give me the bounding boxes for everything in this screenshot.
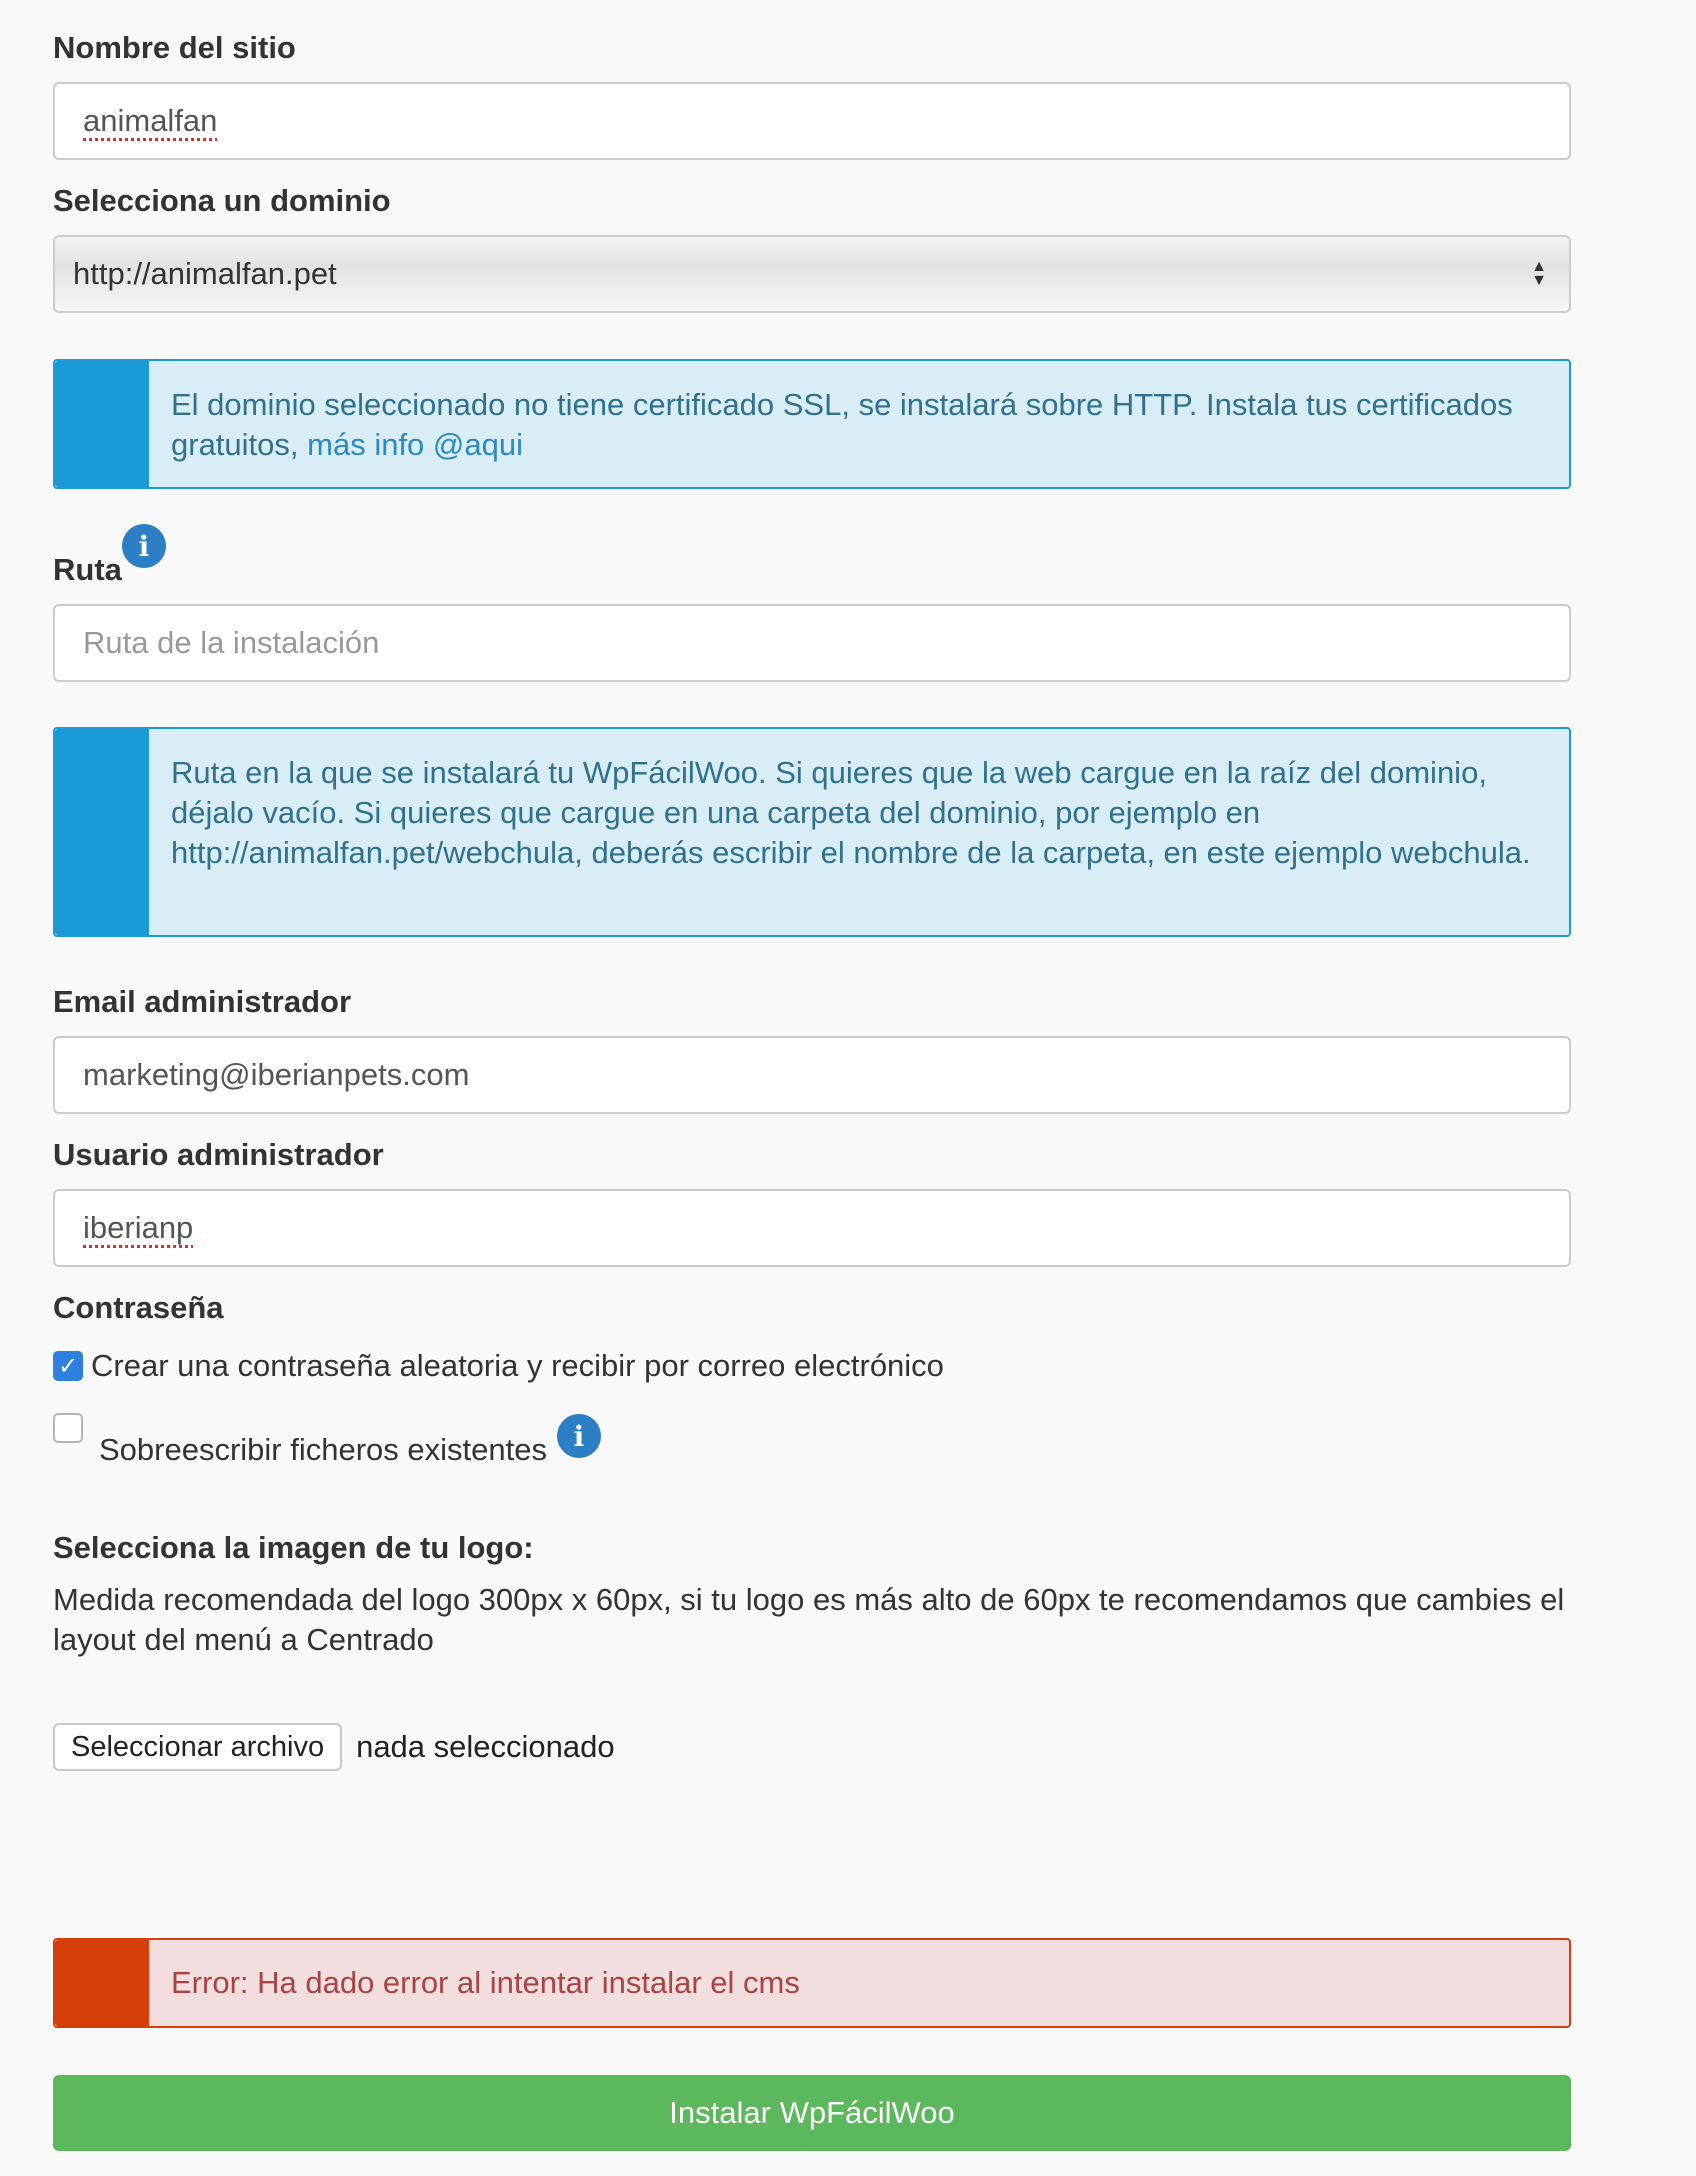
install-button[interactable]: Instalar WpFácilWoo xyxy=(53,2075,1571,2151)
error-text: Error: Ha dado error al intentar instalar el cms xyxy=(171,1965,800,2000)
password-label: Contraseña xyxy=(53,1290,224,1325)
random-password-option[interactable] xyxy=(53,1348,944,1384)
random-password-checkbox[interactable]: ✓ xyxy=(53,1351,83,1381)
site-name-label: Nombre del sitio xyxy=(53,30,296,65)
file-status: nada seleccionado xyxy=(356,1729,615,1764)
alert-accent-bar xyxy=(55,1940,149,2026)
admin-email-label: Email administrador xyxy=(53,984,352,1019)
logo-help-text: Medida recomendada del logo 300px x 60px, si tu logo es más alto de 60px te recomendamos que cambies el layout del menú a Centrado xyxy=(53,1582,1565,1657)
info-icon[interactable]: i xyxy=(557,1414,601,1458)
path-help-alert xyxy=(53,727,1571,937)
overwrite-files-checkbox[interactable] xyxy=(53,1413,83,1443)
error-alert xyxy=(53,1938,1571,2028)
site-name-input[interactable] xyxy=(53,82,1571,160)
admin-email-input[interactable] xyxy=(53,1036,1571,1114)
domain-selected-value: http://animalfan.pet xyxy=(73,256,337,291)
alert-accent-bar xyxy=(55,729,149,935)
domain-select[interactable] xyxy=(53,235,1571,313)
select-file-button[interactable]: Seleccionar archivo xyxy=(53,1723,342,1771)
select-arrows-icon: ▲ ▼ xyxy=(1531,258,1547,289)
domain-label: Selecciona un dominio xyxy=(53,183,391,218)
ssl-warning-text xyxy=(149,361,1569,487)
ssl-warning-alert xyxy=(53,359,1571,489)
more-info-link[interactable]: más info @aqui xyxy=(307,427,523,462)
admin-user-input[interactable] xyxy=(53,1189,1571,1267)
logo-label: Selecciona la imagen de tu logo: xyxy=(53,1530,534,1565)
path-label-row xyxy=(53,529,166,588)
admin-email-value: marketing@iberianpets.com xyxy=(83,1057,470,1092)
overwrite-files-option[interactable] xyxy=(53,1414,601,1467)
ssl-warning-message: El dominio seleccionado no tiene certificado SSL, se instalará sobre HTTP. Instala tus certificados gratuitos, xyxy=(171,387,1513,462)
file-picker xyxy=(53,1723,615,1771)
path-label: Ruta xyxy=(53,552,122,587)
admin-user-label: Usuario administrador xyxy=(53,1137,384,1172)
path-help-text: Ruta en la que se instalará tu WpFácilWoo. Si quieres que la web cargue en la raíz del dominio, déjalo vacío. Si quieres que cargue en una carpeta del dominio, por ejemplo en http://animalfan.pet/webchula, deberás escribir el nombre de la carpeta, en este ejemplo webchula. xyxy=(171,755,1531,870)
random-password-label: Crear una contraseña aleatoria y recibir por correo electrónico xyxy=(91,1348,944,1383)
admin-user-value: iberianp xyxy=(83,1210,194,1245)
site-name-value: animalfan xyxy=(83,103,218,138)
info-icon[interactable]: i xyxy=(122,524,166,568)
alert-accent-bar xyxy=(55,361,149,487)
overwrite-files-label: Sobreescribir ficheros existentes xyxy=(99,1432,547,1467)
path-input[interactable] xyxy=(53,604,1571,682)
